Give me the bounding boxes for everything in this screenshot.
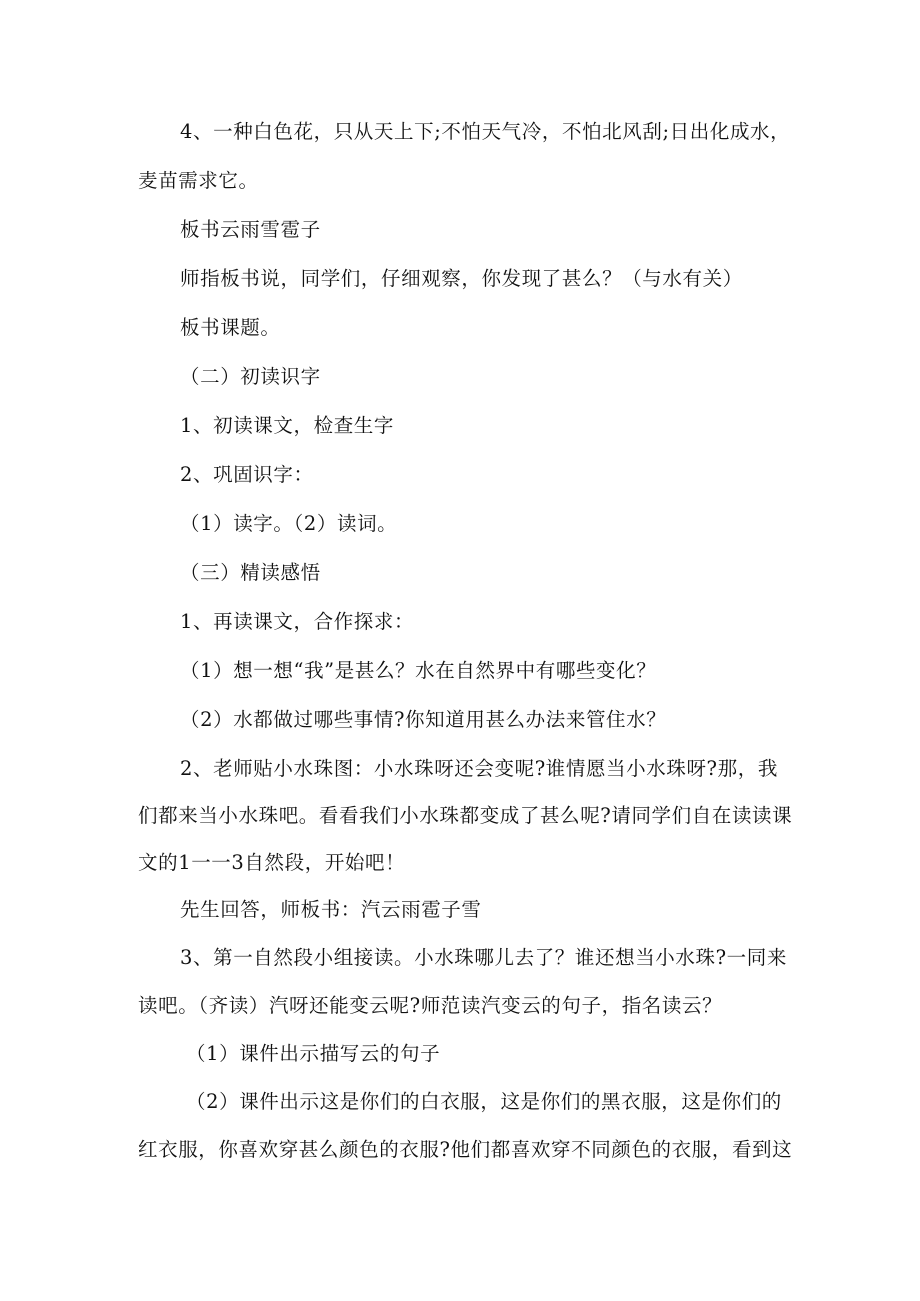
paragraph-line: （1）读字。（2）读词。 [180,512,398,535]
paragraph-line: 4、一种白色花，只从天上下;不怕天气冷，不怕北风刮;日出化成水， [180,120,791,143]
paragraph-line: 红衣服，你喜欢穿甚么颜色的衣服?他们都喜欢穿不同颜色的衣服，看到这 [138,1138,793,1161]
paragraph-line: 2、巩固识字： [180,463,314,486]
paragraph-line: 麦苗需求它。 [138,169,259,192]
paragraph-line: （2）课件出示这是你们的白衣服，这是你们的黑衣服，这是你们的 [186,1090,782,1113]
paragraph-line: 1、再读课文，合作探求： [180,610,415,633]
paragraph-line: （2）水都做过哪些事情?你知道用甚么办法来管住水？ [180,708,667,731]
paragraph-line: 1、初读课文，检查生字 [180,414,395,437]
paragraph-line: 们都来当小水珠吧。看看我们小水珠都变成了甚么呢?请同学们自在读读课 [138,804,793,827]
paragraph-line: 板书课题。 [180,316,281,339]
paragraph-line: 2、老师贴小水珠图：小水珠呀还会变呢?谁情愿当小水珠呀?那，我 [180,757,778,780]
paragraph-line: 师指板书说，同学们，仔细观察，你发现了甚么？（与水有关） [180,267,743,290]
paragraph-line: 板书云雨雪雹子 [180,218,321,241]
section-heading: （三）精读感悟 [180,561,321,584]
section-heading: （二）初读识字 [180,365,321,388]
paragraph-line: 先生回答，师板书：汽云雨雹子雪 [180,898,482,921]
paragraph-line: （1）课件出示描写云的句子 [186,1042,441,1065]
paragraph-line: （1）想一想“我”是甚么？水在自然界中有哪些变化？ [180,659,657,682]
paragraph-line: 读吧。（齐读）汽呀还能变云呢?师范读汽变云的句子，指名读云？ [138,994,723,1017]
paragraph-line: 文的1一一3自然段，开始吧！ [138,851,406,874]
paragraph-line: 3、第一自然段小组接读。小水珠哪儿去了？谁还想当小水珠?一同来 [180,946,787,969]
